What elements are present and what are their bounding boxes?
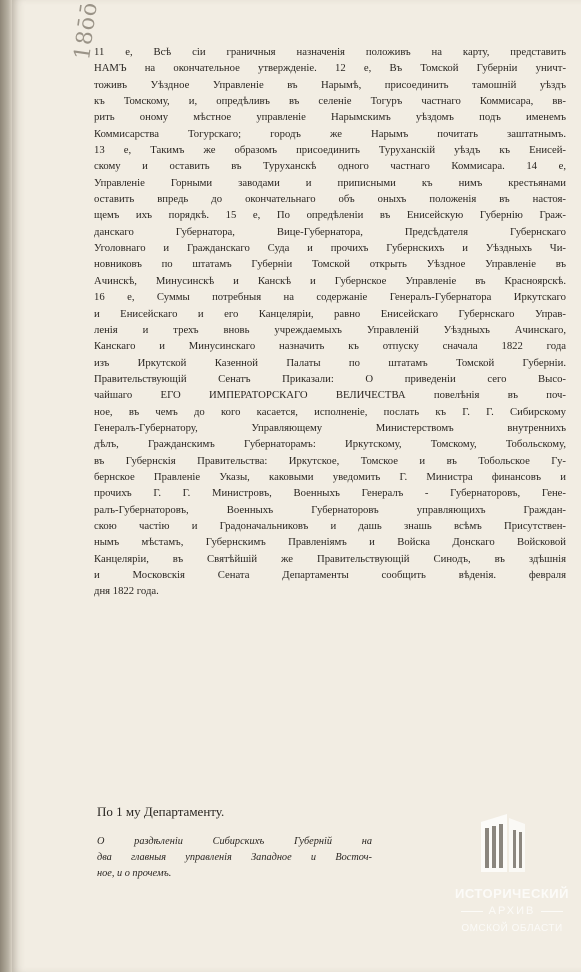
text-line: 11 е, Всѣ сіи граничныя назначенія положивъ на карту, представить xyxy=(94,46,566,58)
text-line: Канцеляріи, въ Святѣйшій же Правительствующій Синодъ, въ здѣшнія xyxy=(94,552,566,565)
text-line: и Енисейскаго и его Канцеляріи, равно Енисейскаго Губернскаго Управ- xyxy=(94,307,566,320)
text-line: къ Томскому, и, опредѣливъ въ селеніе Тогуръ частнаго Коммисара, вв- xyxy=(94,95,566,108)
text-line: скому и оставить въ Туруханскѣ одного частнаго Коммисара. 14 е, xyxy=(94,160,566,173)
text-line: ное, въ чемъ до кого касается, исполненіе, послать къ Г. Г. Сибирскому xyxy=(94,405,566,418)
text-line: Генералъ-Губернатору, Управляющему Министерствомъ внутреннихъ xyxy=(94,421,566,434)
binding-edge xyxy=(0,0,12,972)
decree-summary xyxy=(97,834,372,882)
text-line: рить оному мѣстное управленіе Нарымскимъ уѣздомъ подъ именемъ xyxy=(94,111,566,124)
text-line: Ачинскѣ, Минусинскѣ и Канскѣ и Губернское Управленіе въ Красноярскѣ. xyxy=(94,274,566,287)
text-line: въ Губернскія Правительства: Иркутское, Томское и въ Тобольское Гу- xyxy=(94,454,566,467)
handwritten-margin-note: 18ōō xyxy=(70,0,103,62)
watermark-region: ОМСКОЙ ОБЛАСТИ xyxy=(461,923,563,934)
text-line: изъ Иркутской Казенной Палаты по штатамъ Томской Губерніи. xyxy=(94,356,566,369)
text-line: скою частію и Градоначальниковъ и дашь знашь всѣмъ Присутствен- xyxy=(94,519,566,532)
text-line: чайшаго ЕГО ИМПЕРАТОРСКАГО ВЕЛИЧЕСТВА повелѣнія въ поч- xyxy=(94,389,566,402)
text-line: НАМЪ на окончательное утвержденіе. 12 е, Въ Томской Губерніи уничт- xyxy=(94,62,566,75)
text-line: щемъ ихъ порядкѣ. 15 е, По опредѣленіи въ Енисейскую Губернію Граж- xyxy=(94,209,566,222)
summary-line: О раздѣленіи Сибирскихъ Губерній на xyxy=(97,836,372,847)
text-line: оставить впредь до окончательнаго объ оныхъ положенія въ настоя- xyxy=(94,193,566,206)
text-line: 13 е, Такимъ же образомъ присоединить Туруханскій уѣздъ къ Енисей- xyxy=(94,144,566,157)
text-line: Управленіе Горными заводами и приписными къ нимъ крестьянами xyxy=(94,176,566,189)
text-line: данскаго Губернатора, Вице-Губернатора, Предсѣдателя Губернскаго xyxy=(94,225,566,238)
document-page xyxy=(12,0,581,972)
text-line: ралъ-Губернаторовъ, Военныхъ Губернаторовъ управляющихъ Граждан- xyxy=(94,503,566,516)
archive-watermark xyxy=(437,812,581,942)
text-line: и Московскія Сената Департаменты сообщить вѣденія. февраля xyxy=(94,569,566,581)
watermark-subtitle: АРХИВ xyxy=(437,905,581,917)
summary-line: ное, и о прочемъ. xyxy=(97,868,172,879)
text-line: дня 1822 года. xyxy=(94,585,159,598)
text-line: ленія и трехъ вновь учреждаемыхъ Управленій Уѣздныхъ Ачинскаго, xyxy=(94,323,566,336)
decree-body-text xyxy=(94,44,566,600)
text-line: Правительствующій Сенатъ Приказали: О приведеніи сего Высо- xyxy=(94,372,566,385)
text-line: прочихъ Г. Г. Министровъ, Военныхъ Генералъ - Губернаторовъ, Гене- xyxy=(94,487,566,500)
text-line: 16 е, Суммы потребныя на содержаніе Генералъ-Губернатора Иркутскаго xyxy=(94,291,566,304)
archive-building-icon xyxy=(473,812,533,874)
text-line: Коммисарства Тогурскаго; городъ же Нарымъ почитать заштатнымъ. xyxy=(94,127,566,140)
text-line: Уголовнаго и Гражданскаго Суда и прочихъ Губернскихъ и Уѣздныхъ Чи- xyxy=(94,242,566,255)
text-line: нымъ мѣстамъ, Губернскимъ Правленіямъ и Войска Донскаго Войсковой xyxy=(94,536,566,549)
text-line: новниковъ по штатамъ Губерніи Томской открыть Уѣздное Управленіе въ xyxy=(94,258,566,271)
watermark-title: ИСТОРИЧЕСКИЙ xyxy=(455,886,569,901)
text-line: тоживъ Уѣздное Управленіе въ Нарымѣ, присоединить тамошній уѣздъ xyxy=(94,78,566,91)
text-line: бернское Правленіе Указы, каковыми уведомить Г. Министра финансовъ и xyxy=(94,470,566,483)
department-heading: По 1 му Департаменту. xyxy=(97,804,225,819)
summary-line: два главныя управленія Западное и Восточ- xyxy=(97,852,372,863)
text-line: дѣлъ, Гражданскимъ Губернаторамъ: Иркутскому, Томскому, Тобольскому, xyxy=(94,438,566,451)
text-line: Канскаго и Минусинскаго назначить къ отпуску сначала 1822 года xyxy=(94,340,566,353)
